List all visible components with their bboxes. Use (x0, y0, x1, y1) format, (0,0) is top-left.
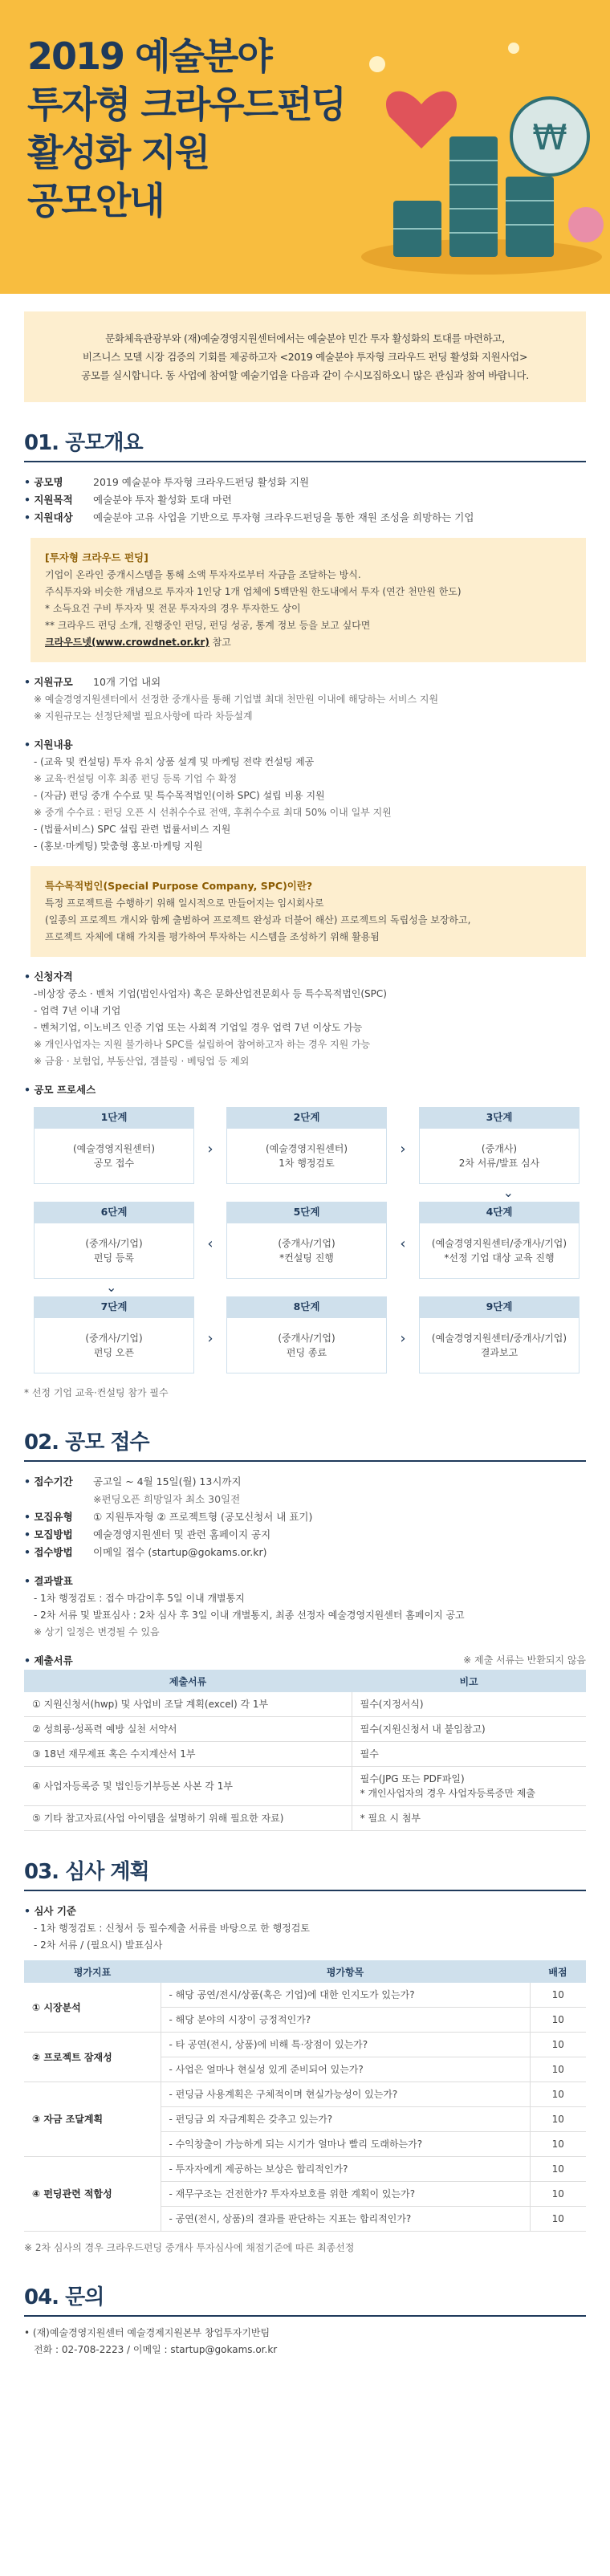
process-step: 4단계 (예술경영지원센터/중개사/기업) *선정 기업 대상 교육 진행 (419, 1202, 580, 1279)
crowdnet-link[interactable]: 크라우드넷(www.crowdnet.or.kr) (45, 637, 209, 648)
note-line: ※ 지원규모는 선정단체별 필요사항에 따라 차등설계 (34, 710, 253, 722)
intro-line: 비즈니스 모델 시장 검증의 기회를 제공하고자 <2019 예술분야 투자형 크라우드 펀딩 활성화 지원사업> (82, 351, 528, 363)
info-label: • 심사 기준 (24, 1902, 586, 1920)
section-contact (0, 2281, 610, 2358)
qual-line: -비상장 중소 · 벤처 기업(법인사업자) 혹은 문화산업전문회사 등 특수목적법인(SPC) (34, 988, 387, 999)
table-row (24, 1717, 586, 1742)
coins-illustration (345, 16, 610, 289)
intro-line: 문화체육관광부와 (재)예술경영지원센터에서는 예술분야 민간 투자 활성화의 토대를 마련하고, (105, 332, 505, 344)
process-step: 7단계 (중개사/기업) 펀딩 오픈 (34, 1296, 194, 1373)
section-review (0, 1855, 610, 2257)
process-step: 1단계 (예술경영지원센터) 공모 접수 (34, 1107, 194, 1184)
table-row (24, 1767, 586, 1806)
info-row (24, 474, 586, 491)
box-line: ** 크라우드 펀딩 소개, 진행중인 펀딩, 펀딩 성공, 통계 정보 등을 보고 싶다면 (45, 620, 371, 631)
info-row (24, 509, 586, 527)
box-line: * 소득요건 구비 투자자 및 전문 투자자의 경우 투자한도 상이 (45, 603, 301, 614)
doc-note-cell: 필수(지원신청서 내 붙임참고) (352, 1717, 586, 1742)
hero-banner (0, 0, 610, 294)
info-value: ※펀딩오픈 희망일자 최소 30일전 (93, 1493, 241, 1505)
box-line: 기업이 온라인 중개시스템을 통해 소액 투자자로부터 자금을 조달하는 방식. (45, 569, 361, 580)
box-line: 참고 (209, 637, 231, 648)
hero-title-line: 활성화 지원 (27, 131, 209, 174)
info-label: • 공모명 (24, 474, 93, 491)
qual-line: ※ 금융 · 보험업, 부동산업, 겜블링 · 베팅업 등 제외 (34, 1056, 250, 1067)
content-line: - (교육 및 컨설팅) 투자 유치 상품 설계 및 마케팅 전략 컨설팅 제공 (34, 756, 315, 767)
info-label: • 지원대상 (24, 509, 93, 527)
item-cell: - 해당 분야의 시장이 긍정적인가? (161, 2008, 530, 2033)
section-title: 02. 공모 접수 (24, 1426, 586, 1462)
info-value: 예술분야 고유 사업을 기반으로 투자형 크라우드펀딩을 통한 재원 조성을 희망하는 기업 (93, 511, 474, 523)
email-link[interactable]: 이메일 접수 (startup@gokams.or.kr) (93, 1546, 267, 1558)
table-row (24, 1692, 586, 1717)
qual-line: ※ 개인사업자는 지원 불가하나 SPC를 설립하여 참여하고자 하는 경우 지원 가능 (34, 1039, 371, 1050)
review-note: ※ 2차 심사의 경우 크라우드펀딩 중개사 투자심사에 채점기준에 따른 최종선정 (24, 2242, 355, 2253)
section-title: 01. 공모개요 (24, 426, 586, 462)
section-title: 03. 심사 계획 (24, 1855, 586, 1891)
item-cell: - 펀딩금 외 자금계획은 갖추고 있는가? (161, 2107, 530, 2132)
process-step: 3단계 (중개사) 2차 서류/발표 심사 (419, 1107, 580, 1184)
arrow-right-icon: › (207, 1330, 214, 1347)
result-line: ※ 상기 일정은 변경될 수 있음 (34, 1626, 160, 1638)
box-title: [투자형 크라우드 펀딩] (45, 551, 148, 564)
arrow-right-icon: › (207, 1141, 214, 1158)
arrow-left-icon: ‹ (400, 1235, 406, 1252)
process-flow (24, 1107, 586, 1373)
score-cell: 10 (530, 2008, 586, 2033)
info-label: • 공모 프로세스 (24, 1081, 586, 1099)
svg-text:₩: ₩ (532, 117, 567, 158)
content-line: - (홍보·마케팅) 맞춤형 홍보·마케팅 지원 (34, 840, 203, 852)
score-cell: 10 (530, 2157, 586, 2182)
info-label: • 접수기간 (24, 1473, 93, 1491)
info-label: • 지원내용 (24, 736, 586, 754)
arrow-down-icon: ⌄ (106, 1280, 117, 1295)
item-cell: - 해당 공연/전시/상품(혹은 기업)에 대한 인지도가 있는가? (161, 1983, 530, 2008)
process-step: 2단계 (예술경영지원센터) 1차 행정검토 (226, 1107, 387, 1184)
process-step: 9단계 (예술경영지원센터/중개사/기업) 결과보고 (419, 1296, 580, 1373)
hero-title-line: 투자형 크라우드펀딩 (27, 83, 345, 126)
table-row (24, 2157, 586, 2182)
process-footnote: * 선정 기업 교육·컨설팅 참가 필수 (24, 1387, 169, 1398)
info-row (24, 491, 586, 509)
score-cell: 10 (530, 2107, 586, 2132)
contact-line: • (재)예술경영지원센터 예술경제지원본부 창업투자기반팀 (24, 2327, 270, 2338)
box-line: (일종의 프로젝트 개시와 함께 출범하여 프로젝트 완성과 더불어 해산) 프로젝트의 독립성을 보장하고, (45, 914, 471, 926)
content-line: - (법률서비스) SPC 설립 관련 법률서비스 지원 (34, 824, 231, 835)
criteria-cell: ③ 자금 조달계획 (24, 2082, 161, 2157)
content-line: ※ 중개 수수료 : 펀딩 오픈 시 선취수수료 전액, 후취수수료 최대 50% 이내 일부 지원 (34, 807, 392, 818)
info-label: • 결과발표 (24, 1573, 586, 1590)
table-row (24, 1742, 586, 1767)
qual-line: - 벤처기업, 이노비즈 인증 기업 또는 사회적 기업일 경우 업력 7년 이상도 가능 (34, 1022, 363, 1033)
qual-line: - 업력 7년 이내 기업 (34, 1005, 121, 1016)
info-value: 예술분야 투자 활성화 토대 마련 (93, 494, 232, 506)
crowdfunding-info-box (31, 538, 586, 662)
doc-note-cell: 필수 (352, 1742, 586, 1767)
score-cell: 10 (530, 2182, 586, 2207)
table-row (24, 1983, 586, 2008)
score-cell: 10 (530, 1983, 586, 2008)
intro-line: 공모를 실시합니다. 동 사업에 참여할 예술기업을 다음과 같이 수시모집하오니 많은 관심과 참여 바랍니다. (81, 369, 529, 381)
doc-name-cell: ② 성희롱·성폭력 예방 실천 서약서 (24, 1717, 352, 1742)
info-value: 10개 기업 내외 (93, 676, 161, 688)
box-line: 주식투자와 비슷한 개념으로 투자자 1인당 1개 업체에 5백만원 한도내에서 투자 (연간 천만원 한도) (45, 586, 462, 597)
info-label: • 제출서류 (24, 1652, 73, 1670)
spc-info-box (31, 866, 586, 957)
box-line: 프로젝트 자체에 대해 가치를 평가하여 투자하는 시스템을 조성하기 위해 활용됨 (45, 931, 380, 942)
hero-title (27, 32, 380, 225)
hero-title-line: 2019 예술분야 (27, 35, 271, 78)
item-cell: - 타 공연(전시, 상품)에 비해 특·장점이 있는가? (161, 2033, 530, 2057)
score-cell: 10 (530, 2033, 586, 2057)
table-row (24, 2033, 586, 2057)
std-line: - 1차 행정검토 : 신청서 등 필수제출 서류를 바탕으로 한 행정검토 (34, 1923, 310, 1934)
item-cell: - 펀딩금 사용계획은 구체적이며 현실가능성이 있는가? (161, 2082, 530, 2107)
table-row (24, 2082, 586, 2107)
table-row (24, 1806, 586, 1831)
doc-name-cell: ④ 사업자등록증 및 법인등기부등본 사본 각 1부 (24, 1767, 352, 1806)
info-label: • 모집유형 (24, 1508, 93, 1526)
item-cell: - 수익창출이 가능하게 되는 시기가 얼마나 빨리 도래하는가? (161, 2132, 530, 2157)
table-header: 평가지표 (24, 1960, 161, 1983)
table-header: 배점 (530, 1960, 586, 1983)
info-label: • 모집방법 (24, 1526, 93, 1544)
info-value: 공고일 ~ 4월 15일(월) 13시까지 (93, 1475, 242, 1487)
doc-note-cell: * 필요 시 첨부 (352, 1806, 586, 1831)
review-table (24, 1960, 586, 2232)
score-cell: 10 (530, 2207, 586, 2232)
arrow-right-icon: › (400, 1141, 406, 1158)
docs-note: ※ 제출 서류는 반환되지 않음 (463, 1654, 586, 1666)
result-line: - 1차 행정검토 : 접수 마감이후 5일 이내 개별통지 (34, 1593, 245, 1604)
result-line: - 2차 서류 및 발표심사 : 2차 심사 후 3일 이내 개별통지, 최종 선정자 예술경영지원센터 홈페이지 공고 (34, 1609, 465, 1621)
section-title: 04. 문의 (24, 2281, 586, 2317)
note-line: ※ 예술경영지원센터에서 선정한 중개사를 통해 기업별 최대 천만원 이내에 해당하는 서비스 지원 (34, 694, 439, 705)
arrow-left-icon: ‹ (207, 1235, 214, 1252)
section-application (0, 1426, 610, 1831)
std-line: - 2차 서류 / (필요시) 발표심사 (34, 1939, 163, 1951)
contact-line: 전화 : 02-708-2223 / 이메일 : startup@gokams.or.kr (34, 2344, 278, 2355)
process-step: 6단계 (중개사/기업) 펀딩 등록 (34, 1202, 194, 1279)
criteria-cell: ④ 펀딩관련 적합성 (24, 2157, 161, 2232)
criteria-cell: ① 시장분석 (24, 1983, 161, 2033)
info-label: • 접수방법 (24, 1544, 93, 1561)
info-value: 2019 예술분야 투자형 크라우드펀딩 활성화 지원 (93, 476, 310, 488)
table-header: 비고 (352, 1670, 586, 1692)
info-value: ① 지원투자형 ② 프로젝트형 (공모신청서 내 표기) (93, 1511, 313, 1523)
table-header: 평가항목 (161, 1960, 530, 1983)
arrow-down-icon: ⌄ (502, 1185, 514, 1200)
hero-title-line: 공모안내 (27, 179, 164, 222)
item-cell: - 재무구조는 건전한가? 투자자보호를 위한 계획이 있는가? (161, 2182, 530, 2207)
process-step: 8단계 (중개사/기업) 펀딩 종료 (226, 1296, 387, 1373)
doc-name-cell: ③ 18년 재무제표 혹은 수지계산서 1부 (24, 1742, 352, 1767)
item-cell: - 공연(전시, 상품)의 결과를 판단하는 지표는 합리적인가? (161, 2207, 530, 2232)
box-line: 특정 프로젝트를 수행하기 위해 일시적으로 만들어지는 임시회사로 (45, 897, 324, 909)
content-line: - (자금) 펀딩 중개 수수료 및 특수목적법인(이하 SPC) 설립 비용 지원 (34, 790, 325, 801)
item-cell: - 투자자에게 제공하는 보상은 합리적인가? (161, 2157, 530, 2182)
doc-name-cell: ① 지원신청서(hwp) 및 사업비 조달 계획(excel) 각 1부 (24, 1692, 352, 1717)
score-cell: 10 (530, 2057, 586, 2082)
doc-note-cell: 필수(지정서식) (352, 1692, 586, 1717)
intro-box (24, 311, 586, 402)
score-cell: 10 (530, 2082, 586, 2107)
box-title: 특수목적법인(Special Purpose Company, SPC)이란? (45, 880, 313, 892)
info-label: • 지원목적 (24, 491, 93, 509)
arrow-right-icon: › (400, 1330, 406, 1347)
section-overview (0, 426, 610, 1402)
criteria-cell: ② 프로젝트 잠재성 (24, 2033, 161, 2082)
info-value: 예술경영지원센터 및 관련 홈페이지 공지 (93, 1528, 271, 1540)
docs-table (24, 1670, 586, 1831)
table-header: 제출서류 (24, 1670, 352, 1692)
info-label: • 지원규모 (24, 674, 93, 691)
process-step: 5단계 (중개사/기업) *컨설팅 진행 (226, 1202, 387, 1279)
score-cell: 10 (530, 2132, 586, 2157)
item-cell: - 사업은 얼마나 현실성 있게 준비되어 있는가? (161, 2057, 530, 2082)
doc-note-cell: 필수(JPG 또는 PDF파일) * 개인사업자의 경우 사업자등록증만 제출 (352, 1767, 586, 1806)
content-line: ※ 교육·컨설팅 이후 최종 펀딩 등록 기업 수 확정 (34, 773, 238, 784)
info-label: • 신청자격 (24, 968, 586, 986)
doc-name-cell: ⑤ 기타 참고자료(사업 아이템을 설명하기 위해 필요한 자료) (24, 1806, 352, 1831)
